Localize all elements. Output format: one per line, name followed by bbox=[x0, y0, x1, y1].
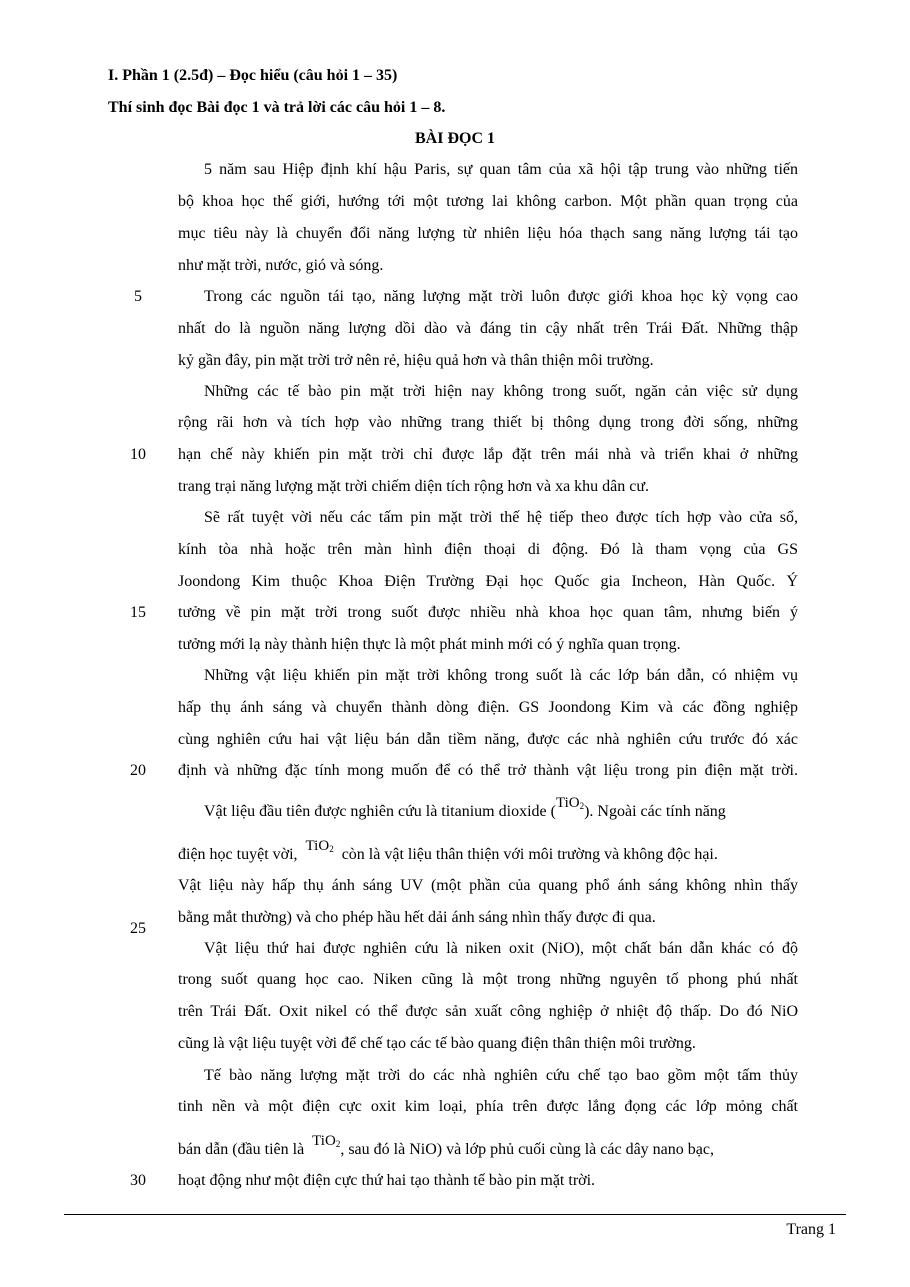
passage-line: Vật liệu này hấp thụ ánh sáng UV (một phần của quang phổ ánh sáng không nhìn thấy bbox=[178, 877, 798, 894]
passage-title: BÀI ĐỌC 1 bbox=[414, 130, 495, 147]
tio2-formula bbox=[306, 838, 334, 854]
line-segment: , sau đó là NiO) và lớp phủ cuối cùng là các dây nano bạc, bbox=[340, 1141, 714, 1158]
passage-line: tinh nền và một điện cực oxit kim loại, phía trên được lắng đọng các lớp mỏng chất bbox=[178, 1098, 798, 1115]
passage-line: bằng mắt thường) và cho phép hầu hết dải ánh sáng nhìn thấy được đi qua. bbox=[178, 909, 656, 926]
passage-line: bộ khoa học thế giới, hướng tới một tương lai không carbon. Một phần quan trọng của bbox=[178, 193, 798, 210]
line-segment: bán dẫn (đầu tiên là bbox=[178, 1141, 305, 1158]
formula-base: TiO bbox=[312, 1133, 336, 1149]
passage-line: Joondong Kim thuộc Khoa Điện Trường Đại học Quốc gia Incheon, Hàn Quốc. Ý bbox=[178, 573, 798, 590]
tio2-formula bbox=[312, 1133, 340, 1149]
formula-base: TiO bbox=[305, 838, 330, 854]
passage-line: hoạt động như một điện cực thứ hai tạo thành tế bào pin mặt trời. bbox=[178, 1172, 596, 1189]
line-number: 25 bbox=[130, 920, 146, 937]
passage-line bbox=[178, 1133, 798, 1159]
passage-line: Vật liệu thứ hai được nghiên cứu là niken oxit (NiO), một chất bán dẫn khác có độ bbox=[204, 940, 798, 957]
passage-line: như mặt trời, nước, gió và sóng. bbox=[178, 257, 384, 274]
passage-line: định và những đặc tính mong muốn để có thể trở thành vật liệu trong pin điện mặt trời. bbox=[178, 762, 798, 779]
formula-base: TiO bbox=[555, 795, 580, 811]
line-number: 10 bbox=[130, 446, 146, 463]
formula-subscript: 2 bbox=[579, 801, 585, 811]
passage-line: trang trại năng lượng mặt trời chiếm diện tích rộng hơn và xa khu dân cư. bbox=[178, 478, 650, 495]
passage-line: kỷ gần đây, pin mặt trời trở nên rẻ, hiệu quả hơn và thân thiện môi trường. bbox=[178, 352, 654, 369]
line-segment: Vật liệu đầu tiên được nghiên cứu là titanium dioxide ( bbox=[204, 803, 556, 820]
passage-line: hạn chế này khiến pin mặt trời chỉ được lắp đặt trên mái nhà và triển khai ở những bbox=[178, 446, 798, 463]
passage-line: Những các tế bào pin mặt trời hiện nay không trong suốt, ngăn cản việc sử dụng bbox=[204, 383, 798, 400]
passage-line bbox=[178, 838, 798, 864]
line-number: 15 bbox=[130, 604, 146, 621]
passage-line: 5 năm sau Hiệp định khí hậu Paris, sự quan tâm của xã hội tập trung vào những tiến bbox=[204, 161, 798, 178]
passage-line: nhất do là nguồn năng lượng dồi dào và đáng tin cậy nhất trên Trái Đất. Những thập bbox=[178, 320, 798, 337]
passage-line: tưởng mới lạ này thành hiện thực là một phát minh mới có ý nghĩa quan trọng. bbox=[178, 636, 681, 653]
passage-line: mục tiêu này là chuyển đổi năng lượng từ nhiên liệu hóa thạch sang năng lượng tái tạo bbox=[178, 225, 798, 242]
formula-subscript: 2 bbox=[329, 844, 334, 854]
passage-line: kính tòa nhà hoặc trên màn hình điện thoại di động. Đó là tham vọng của GS bbox=[178, 541, 798, 558]
passage-line: hấp thụ ánh sáng và chuyển thành dòng điện. GS Joondong Kim và các đồng nghiệp bbox=[178, 699, 798, 716]
passage-line: trong suốt quang học cao. Niken cũng là một trong những nguyên tố phong phú nhất bbox=[178, 971, 798, 988]
passage-line: cùng nghiên cứu hai vật liệu bán dẫn tiềm năng, được các nhà nghiên cứu trước đó xác bbox=[178, 731, 798, 748]
passage-line: tưởng về pin mặt trời trong suốt được nhiều nhà khoa học quan tâm, nhưng biến ý bbox=[178, 604, 798, 621]
passage-line: Tế bào năng lượng mặt trời do các nhà nghiên cứu chế tạo bao gồm một tấm thủy bbox=[204, 1067, 798, 1084]
formula-subscript: 2 bbox=[335, 1139, 341, 1149]
line-segment: ). Ngoài các tính năng bbox=[584, 803, 726, 820]
section-heading: I. Phần 1 (2.5đ) – Đọc hiểu (câu hỏi 1 – 35) bbox=[108, 67, 398, 84]
page-number: Trang 1 bbox=[786, 1221, 836, 1238]
passage-line: rộng rãi hơn và tích hợp vào những trang thiết bị thông dụng trong đời sống, những bbox=[178, 414, 798, 431]
line-number: 30 bbox=[130, 1172, 146, 1189]
passage-line: trên Trái Đất. Oxit nikel có thể được sản xuất công nghiệp ở nhiệt độ thấp. Do đó NiO bbox=[178, 1003, 798, 1020]
line-segment: còn là vật liệu thân thiện với môi trường và không độc hại. bbox=[341, 846, 718, 863]
line-segment: điện học tuyệt vời, bbox=[178, 846, 298, 863]
tio2-formula bbox=[556, 795, 584, 811]
line-number: 5 bbox=[134, 288, 142, 305]
line-number: 20 bbox=[130, 762, 146, 779]
passage-line: Trong các nguồn tái tạo, năng lượng mặt trời luôn được giới khoa học kỳ vọng cao bbox=[204, 288, 798, 305]
passage-line bbox=[178, 795, 798, 821]
passage-line: cũng là vật liệu tuyệt vời để chế tạo các tế bào quang điện thân thiện môi trường. bbox=[178, 1035, 696, 1052]
instruction-text: Thí sinh đọc Bài đọc 1 và trả lời các câu hỏi 1 – 8. bbox=[108, 99, 446, 116]
passage-line: Những vật liệu khiến pin mặt trời không trong suốt là các lớp bán dẫn, có nhiệm vụ bbox=[204, 667, 798, 684]
passage-line: Sẽ rất tuyệt vời nếu các tấm pin mặt trời thế hệ tiếp theo được tích hợp vào cửa sổ, bbox=[204, 509, 798, 526]
footer-divider bbox=[64, 1214, 846, 1215]
